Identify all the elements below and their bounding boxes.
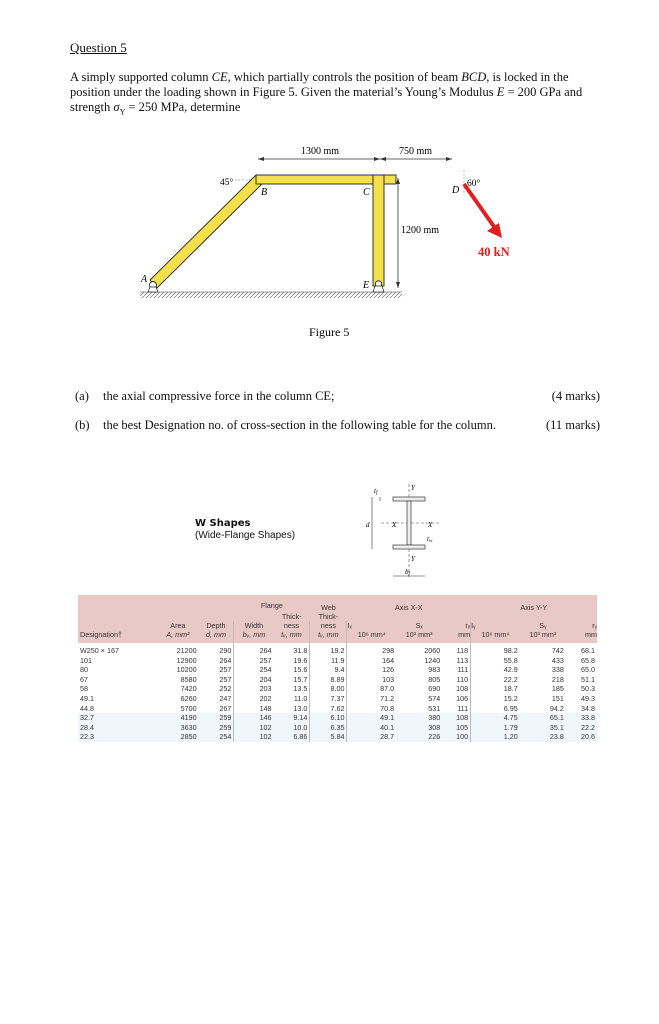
table-cell: 108 — [442, 713, 470, 723]
section-y-label-top: Y — [411, 484, 415, 492]
point-b-label: B — [261, 187, 268, 198]
table-cell: 11.9 — [310, 656, 347, 666]
table-cell: 19.2 — [310, 643, 347, 656]
table-cell: 4.75 — [471, 713, 520, 723]
table-cell: 259 — [199, 713, 234, 723]
table-row — [78, 704, 597, 714]
table-cell: 7420 — [180, 684, 197, 694]
table-cell: 94.2 — [549, 703, 564, 713]
table-cell: 574 — [428, 693, 441, 703]
table-cell: 31.8 — [293, 646, 308, 655]
table-cell: 11.0 — [293, 693, 308, 703]
point-d-label: D — [452, 185, 460, 196]
table-row — [78, 675, 597, 685]
table-cell: 23.8 — [520, 732, 566, 742]
table-cell: 49.3 — [581, 693, 595, 703]
table-cell: 7.62 — [310, 704, 347, 714]
table-cell: 111 — [457, 665, 469, 675]
member-ab — [150, 175, 263, 288]
table-cell: 257 — [219, 674, 232, 684]
table-cell: 6.35 — [310, 723, 347, 733]
table-cell: 202 — [234, 694, 274, 704]
w-shapes-table: Flange Web Axis X-X Axis Y-Y Thick- Thick- Area Depth Width ness ness Iₓ Sₓ rₓ Iᵧ Sᵧ rᵧ Designation† A, mm² d, mm bᵥ, mm tᵥ, mm tᵥ, mm 10⁶ mm⁴ 10³ mm³ mm 10⁶ mm⁴ 10³ mm³ mm W250 × 167 21200 290 264 31.8 19.2 298 2060 118 98.2 742 68.1 101 12900 264 257 19.6 11.9 164 1240 113 55.8 433 65.8 80 10200 257 254 15.6 9.4 126 983 111 42.9 338 65.0 67 8580 257 204 15.7 8.89 103 805 110 22.2 218 51.1 58 7420 252 203 13.5 8.00 87.0 690 108 18.7 185 50.3 49.1 6260 247 202 11.0 7.37 71.2 574 106 15.2 151 49.3 44.8 5700 267 148 13.0 7.62 70.8 531 111 6.95 94.2 34.8 32.7 4190 259 146 9.14 6.10 49.1 380 108 4.75 65.1 33.8 28.4 3630 259 102 10.0 6.35 40.1 308 105 1.79 35.1 22.2 22.3 2850 254 102 6.86 5.84 28.7 226 100 1.20 23.8 20.6 — [78, 595, 597, 742]
table-cell: 65.1 — [520, 713, 566, 723]
w-shapes-title: W Shapes — [195, 518, 251, 529]
ground — [140, 292, 402, 298]
table-cell: 65.8 — [581, 655, 595, 665]
figure-caption: Figure 5 — [309, 325, 350, 339]
table-cell: 5.84 — [310, 732, 347, 742]
table-row — [78, 732, 597, 742]
table-cell: 13.0 — [293, 703, 308, 713]
table-cell: 18.7 — [471, 684, 520, 694]
section-bf-label: bf — [405, 568, 410, 577]
section-tf-label: tf — [374, 487, 378, 496]
part-a: (a) the axial compressive force in the column CE; (4 marks) — [75, 389, 600, 403]
table-cell: 164 — [347, 656, 396, 666]
table-cell: 49.1 — [347, 713, 396, 723]
load-label: 40 kN — [478, 245, 510, 259]
table-cell: 146 — [234, 713, 274, 723]
table-row — [78, 713, 597, 723]
table-cell: 9.14 — [274, 713, 310, 723]
table-cell: 8580 — [180, 674, 197, 684]
table-cell: 298 — [347, 643, 396, 656]
table-cell: 203 — [234, 684, 274, 694]
angle-right-label: 60° — [467, 179, 481, 189]
table-cell: 1.79 — [471, 723, 520, 733]
table-cell: 113 — [456, 655, 469, 665]
table-cell: 6.10 — [310, 713, 347, 723]
table-cell: 290 — [219, 646, 232, 655]
table-cell: 68.1 — [581, 646, 595, 655]
table-cell: 4190 — [157, 713, 198, 723]
table-cell: 102 — [234, 732, 274, 742]
point-a-label: A — [141, 274, 148, 285]
angle-left-label: 45° — [220, 178, 234, 188]
table-cell: 22.2 — [471, 675, 520, 685]
table-cell: 8.00 — [310, 684, 347, 694]
question-title: Question 5 — [70, 40, 127, 55]
table-cell: 204 — [234, 675, 274, 685]
table-cell: 35.1 — [520, 723, 566, 733]
table-cell: 20.6 — [566, 732, 597, 742]
table-cell: 742 — [551, 646, 564, 655]
question-intro: A simply supported column CE, which partially controls the position of beam BCD, is locked in the position under the loading shown in Figure 5. Given the material’s Young’s Modulus E = 200 GPa and strength $\sigma_Y = 250$ MPa, determine — [70, 70, 583, 117]
table-row — [78, 665, 597, 675]
table-cell: 257 — [234, 656, 274, 666]
table-cell: 338 — [551, 665, 564, 675]
table-cell: 380 — [396, 713, 442, 723]
table-cell: 3630 — [157, 723, 198, 733]
table-cell: 259 — [199, 723, 234, 733]
designation-cell: 22.3 — [78, 732, 157, 742]
table-cell: 7.37 — [310, 694, 347, 704]
table-cell: 264 — [234, 643, 274, 656]
section-y-label-bottom: Y — [411, 555, 415, 563]
table-cell: 19.6 — [293, 655, 308, 665]
dim-height-label: 1200 mm — [401, 225, 440, 236]
table-cell: 433 — [551, 655, 564, 665]
table-cell: 21200 — [176, 646, 197, 655]
table-cell: 151 — [551, 693, 564, 703]
designation-cell: 28.4 — [78, 723, 157, 733]
table-cell: 103 — [347, 675, 396, 685]
table-cell: 87.0 — [347, 684, 396, 694]
table-cell: 9.4 — [310, 665, 347, 675]
table-cell: 12900 — [176, 655, 197, 665]
table-row — [78, 656, 597, 666]
table-cell: 98.2 — [471, 643, 520, 656]
table-cell: 118 — [456, 646, 469, 655]
section-x-label-left: X — [392, 521, 397, 529]
table-cell: 2850 — [157, 732, 198, 742]
table-cell: 106 — [456, 693, 469, 703]
table-cell: 55.8 — [471, 656, 520, 666]
part-b: (b) the best Designation no. of cross-section in the following table for the column. (11 marks) — [75, 418, 600, 432]
table-cell: 34.8 — [581, 703, 595, 713]
designation-cell: 44.8 — [80, 703, 94, 713]
header-flange: Flange — [260, 601, 283, 610]
w-shapes-subtitle: (Wide-Flange Shapes) — [195, 530, 296, 541]
section-tw-label: tw — [427, 535, 433, 544]
table-cell: 6.86 — [274, 732, 310, 742]
table-cell: 40.1 — [347, 723, 396, 733]
header-designation: Designation† — [80, 630, 122, 639]
designation-cell: 58 — [80, 684, 88, 694]
table-cell: 50.3 — [581, 684, 595, 694]
table-cell: 267 — [219, 703, 232, 713]
designation-cell: W250 × 167 — [80, 646, 119, 655]
table-cell: 108 — [456, 684, 469, 694]
table-cell: 257 — [219, 665, 232, 675]
table-cell: 805 — [428, 674, 441, 684]
table-cell: 126 — [347, 665, 396, 675]
table-cell: 22.2 — [566, 723, 597, 733]
table-cell: 226 — [396, 732, 442, 742]
table-cell: 308 — [396, 723, 442, 733]
table-cell: 264 — [219, 655, 232, 665]
table-cell: 5700 — [180, 703, 197, 713]
table-cell: 252 — [219, 684, 232, 694]
header-axis-yy: Axis Y-Y — [520, 603, 548, 612]
table-cell: 254 — [199, 732, 234, 742]
table-cell: 13.5 — [293, 684, 308, 694]
load-arrow — [464, 184, 495, 228]
table-cell: 105 — [442, 723, 470, 733]
header-web: Web — [321, 603, 336, 612]
table-row — [78, 643, 597, 656]
table-cell: 10200 — [176, 665, 197, 675]
dim-bc-label: 1300 mm — [301, 146, 340, 157]
table-cell: 71.2 — [347, 694, 396, 704]
table-cell: 690 — [428, 684, 441, 694]
wide-flange-section-diagram — [366, 484, 440, 578]
point-c-label: C — [363, 187, 370, 198]
table-cell: 6.95 — [471, 704, 520, 714]
table-cell: 15.6 — [293, 665, 308, 675]
table-cell: 51.1 — [581, 674, 595, 684]
table-cell: 10.0 — [274, 723, 310, 733]
table-cell: 6260 — [180, 693, 197, 703]
table-cell: 110 — [456, 674, 469, 684]
table-cell: 247 — [219, 693, 232, 703]
table-cell: 1240 — [424, 655, 441, 665]
table-row — [78, 694, 597, 704]
table-cell: 15.2 — [471, 694, 520, 704]
table-row — [78, 723, 597, 733]
designation-cell: 49.1 — [80, 693, 94, 703]
dim-cd-label: 750 mm — [399, 146, 433, 157]
table-cell: 1.20 — [471, 732, 520, 742]
designation-cell: 32.7 — [78, 713, 157, 723]
table-cell: 100 — [442, 732, 470, 742]
table-cell: 2060 — [424, 646, 441, 655]
table-cell: 70.8 — [347, 704, 396, 714]
table-cell: 102 — [234, 723, 274, 733]
designation-cell: 67 — [80, 674, 88, 684]
point-e-label: E — [363, 280, 370, 291]
designation-cell: 101 — [80, 655, 92, 665]
table-cell: 148 — [234, 704, 274, 714]
table-cell: 65.0 — [581, 665, 595, 675]
section-d-label: d — [366, 521, 370, 529]
table-row — [78, 684, 597, 694]
column-ce — [373, 175, 384, 286]
section-x-label-right: X — [428, 521, 433, 529]
designation-cell: 80 — [80, 665, 88, 675]
table-cell: 111 — [457, 703, 469, 713]
table-cell: 983 — [428, 665, 441, 675]
table-cell: 15.7 — [293, 674, 308, 684]
table-cell: 42.9 — [471, 665, 520, 675]
table-cell: 33.8 — [566, 713, 597, 723]
table-cell: 185 — [551, 684, 564, 694]
table-cell: 28.7 — [347, 732, 396, 742]
table-cell: 8.89 — [310, 675, 347, 685]
table-cell: 254 — [234, 665, 274, 675]
table-cell: 218 — [551, 674, 564, 684]
header-axis-xx: Axis X-X — [395, 603, 423, 612]
table-cell: 531 — [428, 703, 441, 713]
